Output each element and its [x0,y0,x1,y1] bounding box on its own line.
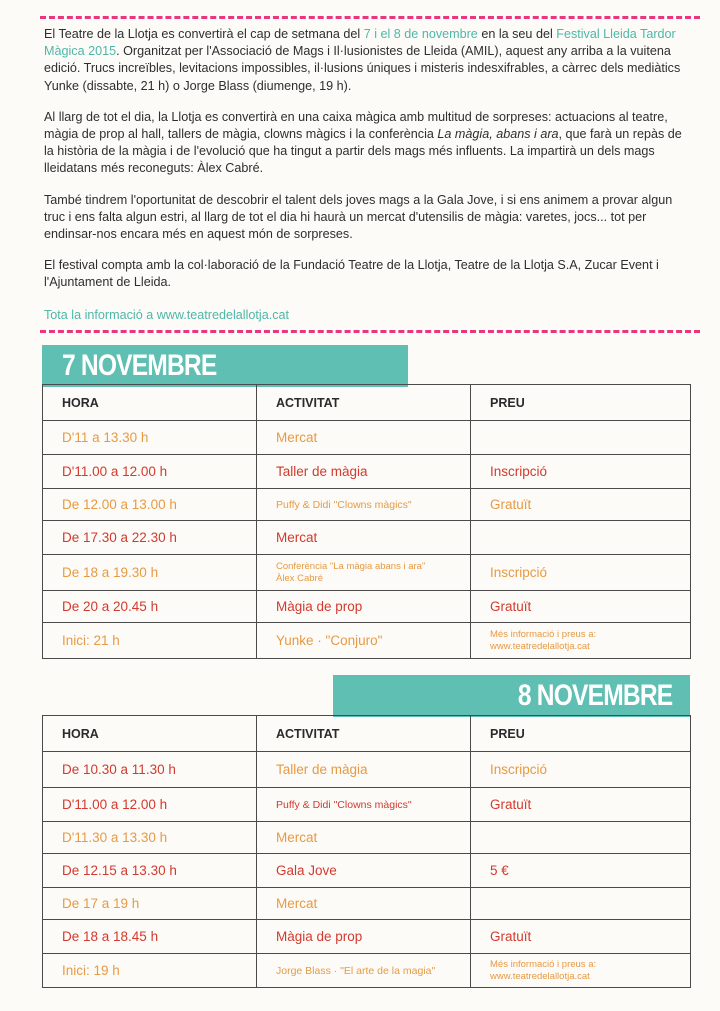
cell-activitat [257,822,471,854]
table-row [43,421,691,455]
cell-hora: D'11.00 a 12.00 h [43,788,257,822]
cell-preu [471,822,691,854]
table-header-row [43,716,691,752]
price-text: Gratuït [490,929,532,944]
cell-hora: D'11 a 13.30 h [43,421,257,455]
cell-preu [471,489,691,521]
intro-p2-text-a: Al llarg de tot el dia, la Llotja es convertirà en una caixa màgica amb multitud de sorpreses: actuacions al teatre, màgia de prop al hall, tallers de màgia, clowns màgics i la conferència [44,109,668,142]
intro-p2-text-b: , que farà un repàs de la història de la màgia i de l'evolució que ha tingut a partir dels mags més influents. La impartirà un dels mags lleidatans més reconeguts: Àlex Cabré. [44,127,682,176]
top-divider [40,16,700,19]
cell-hora: D'11.30 a 13.30 h [43,822,257,854]
table-row [43,489,691,521]
cell-hora: De 10.30 a 11.30 h [43,752,257,788]
cell-hora: Inici: 19 h [43,954,257,988]
cell-preu [471,954,691,988]
cell-preu [471,920,691,954]
cell-activitat [257,421,471,455]
table-row [43,920,691,954]
table-row [43,623,691,659]
cell-preu [471,521,691,555]
column-header-activitat: ACTIVITAT [257,716,471,752]
cell-activitat [257,920,471,954]
cell-preu [471,623,691,659]
intro-paragraph-2 [44,109,694,178]
cell-hora: De 12.15 a 13.30 h [43,854,257,888]
activity-name: Conferència "La màgia abans i ara" [276,560,426,572]
festival-name: Festival Lleida Tardor Màgica 2015 [44,27,676,59]
cell-hora: D'11.00 a 12.00 h [43,455,257,489]
price-text: Gratuït [490,497,532,512]
table-row [43,954,691,988]
day2-banner [333,675,690,717]
table-row [43,591,691,623]
cell-activitat [257,954,471,988]
intro-p1-text-b: en la seu del [477,27,557,41]
price-text: Més informació i preus a: [490,958,597,970]
table-row [43,455,691,489]
intro-p1-text-c: . Organitzat per l'Associació de Mags i Il·lusionistes de Lleida (AMIL), aquest any arriba a la vuitena edició. Trucs increïbles, levitacions impossibles, il·lusions úniques i misteris indesxifrables, a càrrec dels mediàtics Yunke (dissabte, 21 h) o Jorge Blass (diumenge, 19 h). [44,44,681,93]
activity-name: Mercat [276,530,318,545]
activity-name: Yunke · "Conjuro" [276,633,383,648]
column-header-preu: PREU [471,385,691,421]
cell-activitat [257,888,471,920]
cell-preu [471,455,691,489]
table-row [43,854,691,888]
cell-activitat [257,752,471,788]
cell-hora: De 12.00 a 13.00 h [43,489,257,521]
cell-preu [471,854,691,888]
cell-preu [471,888,691,920]
table-row [43,888,691,920]
day1-banner [42,345,408,387]
activity-name: Gala Jove [276,863,337,878]
intro-paragraph-4: El festival compta amb la col·laboració de la Fundació Teatre de la Llotja, Teatre de la Llotja S.A, Zucar Event i l'Ajuntament de Lleida. [44,258,659,290]
activity-name: Màgia de prop [276,929,363,944]
table-row [43,788,691,822]
info-link[interactable]: Tota la informació a www.teatredelallotja.cat [44,308,289,322]
festival-dates: 7 i el 8 de novembre [363,27,478,41]
activity-name: Mercat [276,830,318,845]
table-row [43,521,691,555]
price-text: Inscripció [490,565,548,580]
column-header-activitat: ACTIVITAT [257,385,471,421]
intro-paragraph-3: També tindrem l'oportunitat de descobrir el talent dels joves mags a la Gala Jove, i si ens animem a provar algun truc i ens falta algun estri, al llarg de tot el dia hi haurà un mercat d'utensilis de màgia: varetes, jocs... tot per endinsar-nos encara més en aquest món de sorpreses. [44,192,673,242]
price-text: 5 € [490,863,509,878]
cell-hora: De 17 a 19 h [43,888,257,920]
activity-name: Màgia de prop [276,599,363,614]
cell-hora: De 17.30 a 22.30 h [43,521,257,555]
price-text: Més informació i preus a: [490,628,597,640]
activity-name: Puffy & Didi "Clowns màgics" [276,798,412,811]
activity-name: Puffy & Didi "Clowns màgics" [276,498,412,511]
cell-activitat [257,521,471,555]
price-link[interactable]: www.teatredelallotja.cat [490,640,590,652]
activity-subtitle: Àlex Cabré [276,572,323,584]
cell-hora: Inici: 21 h [43,623,257,659]
cell-preu [471,421,691,455]
intro-p1-text-a: El Teatre de la Llotja es convertirà el cap de setmana del [44,27,364,41]
intro-paragraph-1 [44,26,694,95]
day1-schedule-table [42,384,691,659]
column-header-hora: HORA [43,716,257,752]
cell-activitat [257,489,471,521]
cell-preu [471,788,691,822]
cell-hora: De 18 a 19.30 h [43,555,257,591]
bottom-divider [40,330,700,333]
column-header-hora: HORA [43,385,257,421]
price-link[interactable]: www.teatredelallotja.cat [490,970,590,982]
intro-text [44,26,694,306]
cell-activitat [257,854,471,888]
price-text: Inscripció [490,762,548,777]
day2-title: 8 NOVEMBRE [517,679,672,712]
activity-name: Mercat [276,896,318,911]
table-row [43,752,691,788]
column-header-preu: PREU [471,716,691,752]
table-row [43,822,691,854]
price-text: Gratuït [490,599,532,614]
activity-name: Mercat [276,430,318,445]
conference-title: La màgia, abans i ara [437,127,559,142]
activity-name: Taller de màgia [276,464,368,479]
cell-activitat [257,555,471,591]
cell-activitat [257,591,471,623]
cell-hora: De 20 a 20.45 h [43,591,257,623]
cell-activitat [257,455,471,489]
cell-preu [471,591,691,623]
table-header-row [43,385,691,421]
cell-activitat [257,623,471,659]
day2-schedule-table [42,715,691,988]
cell-hora: De 18 a 18.45 h [43,920,257,954]
activity-name: Jorge Blass · "El arte de la magia" [276,964,436,977]
price-text: Inscripció [490,464,548,479]
cell-activitat [257,788,471,822]
day1-title: 7 NOVEMBRE [62,349,217,382]
table-row [43,555,691,591]
price-text: Gratuït [490,797,532,812]
cell-preu [471,555,691,591]
activity-name: Taller de màgia [276,762,368,777]
cell-preu [471,752,691,788]
